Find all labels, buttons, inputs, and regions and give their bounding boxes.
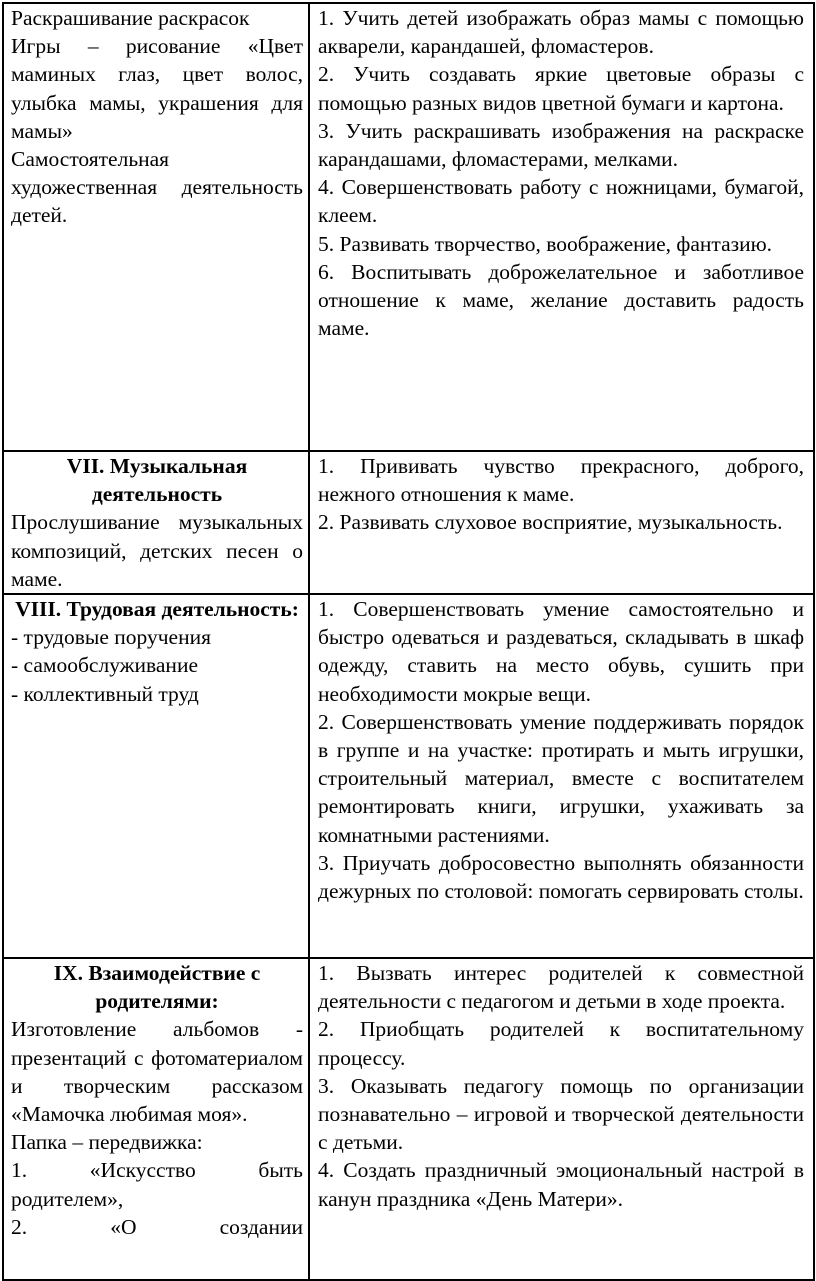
goals-cell xyxy=(309,958,814,1280)
goal-item: 5. Развивать творчество, воображение, фантазию. xyxy=(318,231,773,256)
goal-item: 1. Прививать чувство прекрасного, доброго, нежного отношения к маме. xyxy=(318,454,804,507)
goal-item: 1. Учить детей изображать образ мамы с помощью акварели, карандашей, фломастеров. xyxy=(318,6,804,59)
goal-item: 2. Совершенствовать умение поддерживать порядок в группе и на участке: протирать и мыть игрушки, строительный материал, вместе с воспитателем ремонтировать книги, игрушки, ухаживать за комнатными растениями. xyxy=(318,709,804,847)
activity-text: 1. «Искусство быть родителем», xyxy=(11,1158,303,1211)
activity-text: Игры – рисование «Цвет маминых глаз, цвет волос, улыбка мамы, украшения для мамы» xyxy=(11,34,303,143)
goal-item: 4. Создать праздничный эмоциональный настрой в канун праздника «День Матери». xyxy=(318,1158,804,1211)
activity-cell xyxy=(3,594,309,958)
activity-cell xyxy=(3,958,309,1280)
table-row xyxy=(3,451,814,594)
table-row xyxy=(3,3,814,451)
activity-cell xyxy=(3,3,309,451)
activity-text: - самообслуживание xyxy=(11,653,198,678)
goals-cell xyxy=(309,594,814,958)
section-heading: VIII. Трудовая деятельность: xyxy=(15,597,299,622)
section-heading: IX. Взаимодействие с родителями: xyxy=(53,961,261,1014)
section-heading: VII. Музыкальная деятельность xyxy=(66,454,248,507)
goals-cell xyxy=(309,3,814,451)
activity-table xyxy=(2,2,815,1281)
goals-cell xyxy=(309,451,814,594)
goal-item: 2. Приобщать родителей к воспитательному процессу. xyxy=(318,1017,804,1070)
activity-cell xyxy=(3,451,309,594)
table-row xyxy=(3,594,814,958)
activity-text: - коллективный труд xyxy=(11,681,199,706)
goal-item: 2. Развивать слуховое восприятие, музыкальность. xyxy=(318,510,783,535)
goal-item: 3. Приучать добросовестно выполнять обязанности дежурных по столовой: помогать сервировать столы. xyxy=(318,850,804,904)
activity-text: Прослушивание музыкальных композиций, детских песен о маме. xyxy=(11,510,303,591)
goal-item: 2. Учить создавать яркие цветовые образы с помощью разных видов цветной бумаги и картона. xyxy=(318,62,804,115)
activity-text: Папка – передвижка: xyxy=(11,1130,203,1155)
activity-text: Раскрашивание раскрасок xyxy=(11,6,250,30)
goal-item: 1. Вызвать интерес родителей к совместной деятельности с педагогом и детьми в ходе проекта. xyxy=(318,961,804,1014)
goal-item: 1. Совершенствовать умение самостоятельно и быстро одеваться и раздеваться, складывать в шкаф одежду, ставить на место обувь, сушить при необходимости мокрые вещи. xyxy=(318,597,804,706)
table-row xyxy=(3,958,814,1280)
activity-text: Самостоятельная художественная деятельность детей. xyxy=(11,147,303,228)
goal-item: 4. Совершенствовать работу с ножницами, бумагой, клеем. xyxy=(318,175,804,228)
goal-item: 6. Воспитывать доброжелательное и заботливое отношение к маме, желание доставить радость маме. xyxy=(318,259,804,341)
activity-text: 2. «О создании xyxy=(11,1214,303,1239)
goal-item: 3. Оказывать педагогу помощь по организации познавательно – игровой и творческой деятельности с детьми. xyxy=(318,1073,804,1155)
goal-item: 3. Учить раскрашивать изображения на раскраске карандашами, фломастерами, мелками. xyxy=(318,118,804,172)
activity-text: Изготовление альбомов - презентаций с фотоматериалом и творческим рассказом «Мамочка любимая моя». xyxy=(11,1017,303,1127)
activity-text: - трудовые поручения xyxy=(11,625,211,650)
